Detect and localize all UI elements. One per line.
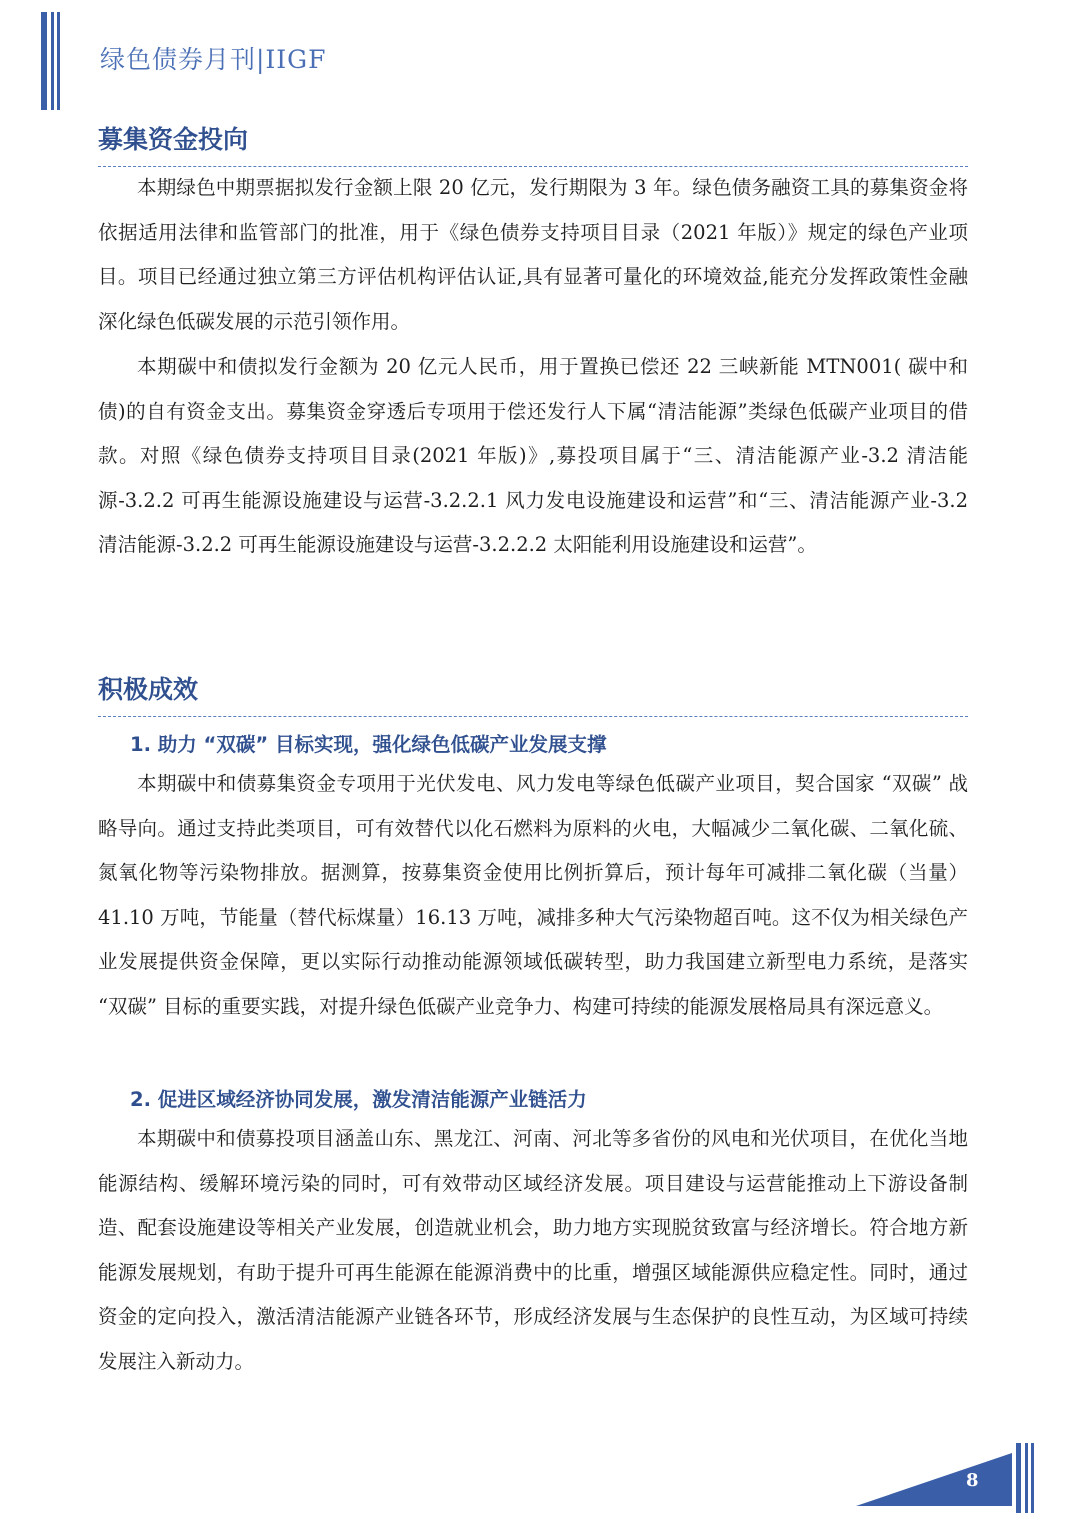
fund-use-paragraph-2: 本期碳中和债拟发行金额为 20 亿元人民币，用于置换已偿还 22 三峡新能 MTN001( 碳中和债)的自有资金支出。募集资金穿透后专项用于偿还发行人下属“清洁能源”类绿色低碳产业项目的借款。对照《绿色债券支持项目目录(2021 年版)》,募投项目属于“三、清洁能源产业-3.2 清洁能源-3.2.2 可再生能源设施建设与运营-3.2.2.1 风力发电设施建设和运营”和“三、清洁能源产业-3.2 清洁能源-3.2.2 可再生能源设施建设与运营-3.2.2.2 太阳能利用设施建设和运营”。 xyxy=(98,355,968,556)
header-bar-thin-1 xyxy=(51,12,54,110)
header-title: 绿色债券月刊|IIGF xyxy=(100,45,327,74)
subsection-heading-1: 1. 助力 “双碳” 目标实现，强化绿色低碳产业发展支撑 xyxy=(130,733,607,756)
section-title-effects: 积极成效 xyxy=(98,675,199,704)
footer-triangle-decoration xyxy=(856,1453,1016,1509)
page-number: 8 xyxy=(966,1470,979,1491)
section-divider-2 xyxy=(98,716,968,717)
effects-paragraph-2: 本期碳中和债募投项目涵盖山东、黑龙江、河南、河北等多省份的风电和光伏项目，在优化当地能源结构、缓解环境污染的同时，可有效带动区域经济发展。项目建设与运营能推动上下游设备制造、配套设施建设等相关产业发展，创造就业机会，助力地方实现脱贫致富与经济增长。符合地方新能源发展规划，有助于提升可再生能源在能源消费中的比重，增强区域能源供应稳定性。同时，通过资金的定向投入，激活清洁能源产业链各环节，形成经济发展与生态保护的良性互动，为区域可持续发展注入新动力。 xyxy=(98,1127,968,1373)
header-bar-thick xyxy=(41,12,47,110)
fund-use-paragraph-1: 本期绿色中期票据拟发行金额上限 20 亿元，发行期限为 3 年。绿色债务融资工具的募集资金将依据适用法律和监管部门的批准，用于《绿色债券支持项目目录（2021 年版）》规定的绿色产业项目。项目已经通过独立第三方评估机构评估认证,具有显著可量化的环境效益,能充分发挥政策性金融深化绿色低碳发展的示范引领作用。 xyxy=(98,176,968,333)
effects-paragraph-1: 本期碳中和债募集资金专项用于光伏发电、风力发电等绿色低碳产业项目，契合国家 “双碳” 战略导向。通过支持此类项目，可有效替代以化石燃料为原料的火电，大幅减少二氧化碳、二氧化硫、氮氧化物等污染物排放。据测算，按募集资金使用比例折算后，预计每年可减排二氧化碳（当量）41.10 万吨，节能量（替代标煤量）16.13 万吨，减排多种大气污染物超百吨。这不仅为相关绿色产业发展提供资金保障，更以实际行动推动能源领域低碳转型，助力我国建立新型电力系统，是落实 “双碳” 目标的重要实践，对提升绿色低碳产业竞争力、构建可持续的能源发展格局具有深远意义。 xyxy=(98,772,968,1018)
footer-bar-thick xyxy=(1016,1443,1021,1513)
footer-bar-thin-1 xyxy=(1025,1443,1028,1513)
footer-bar-thin-2 xyxy=(1031,1443,1034,1513)
section-title-fund-use: 募集资金投向 xyxy=(98,125,249,154)
header-bar-thin-2 xyxy=(57,12,60,110)
subsection-heading-2: 2. 促进区域经济协同发展，激发清洁能源产业链活力 xyxy=(130,1088,587,1111)
